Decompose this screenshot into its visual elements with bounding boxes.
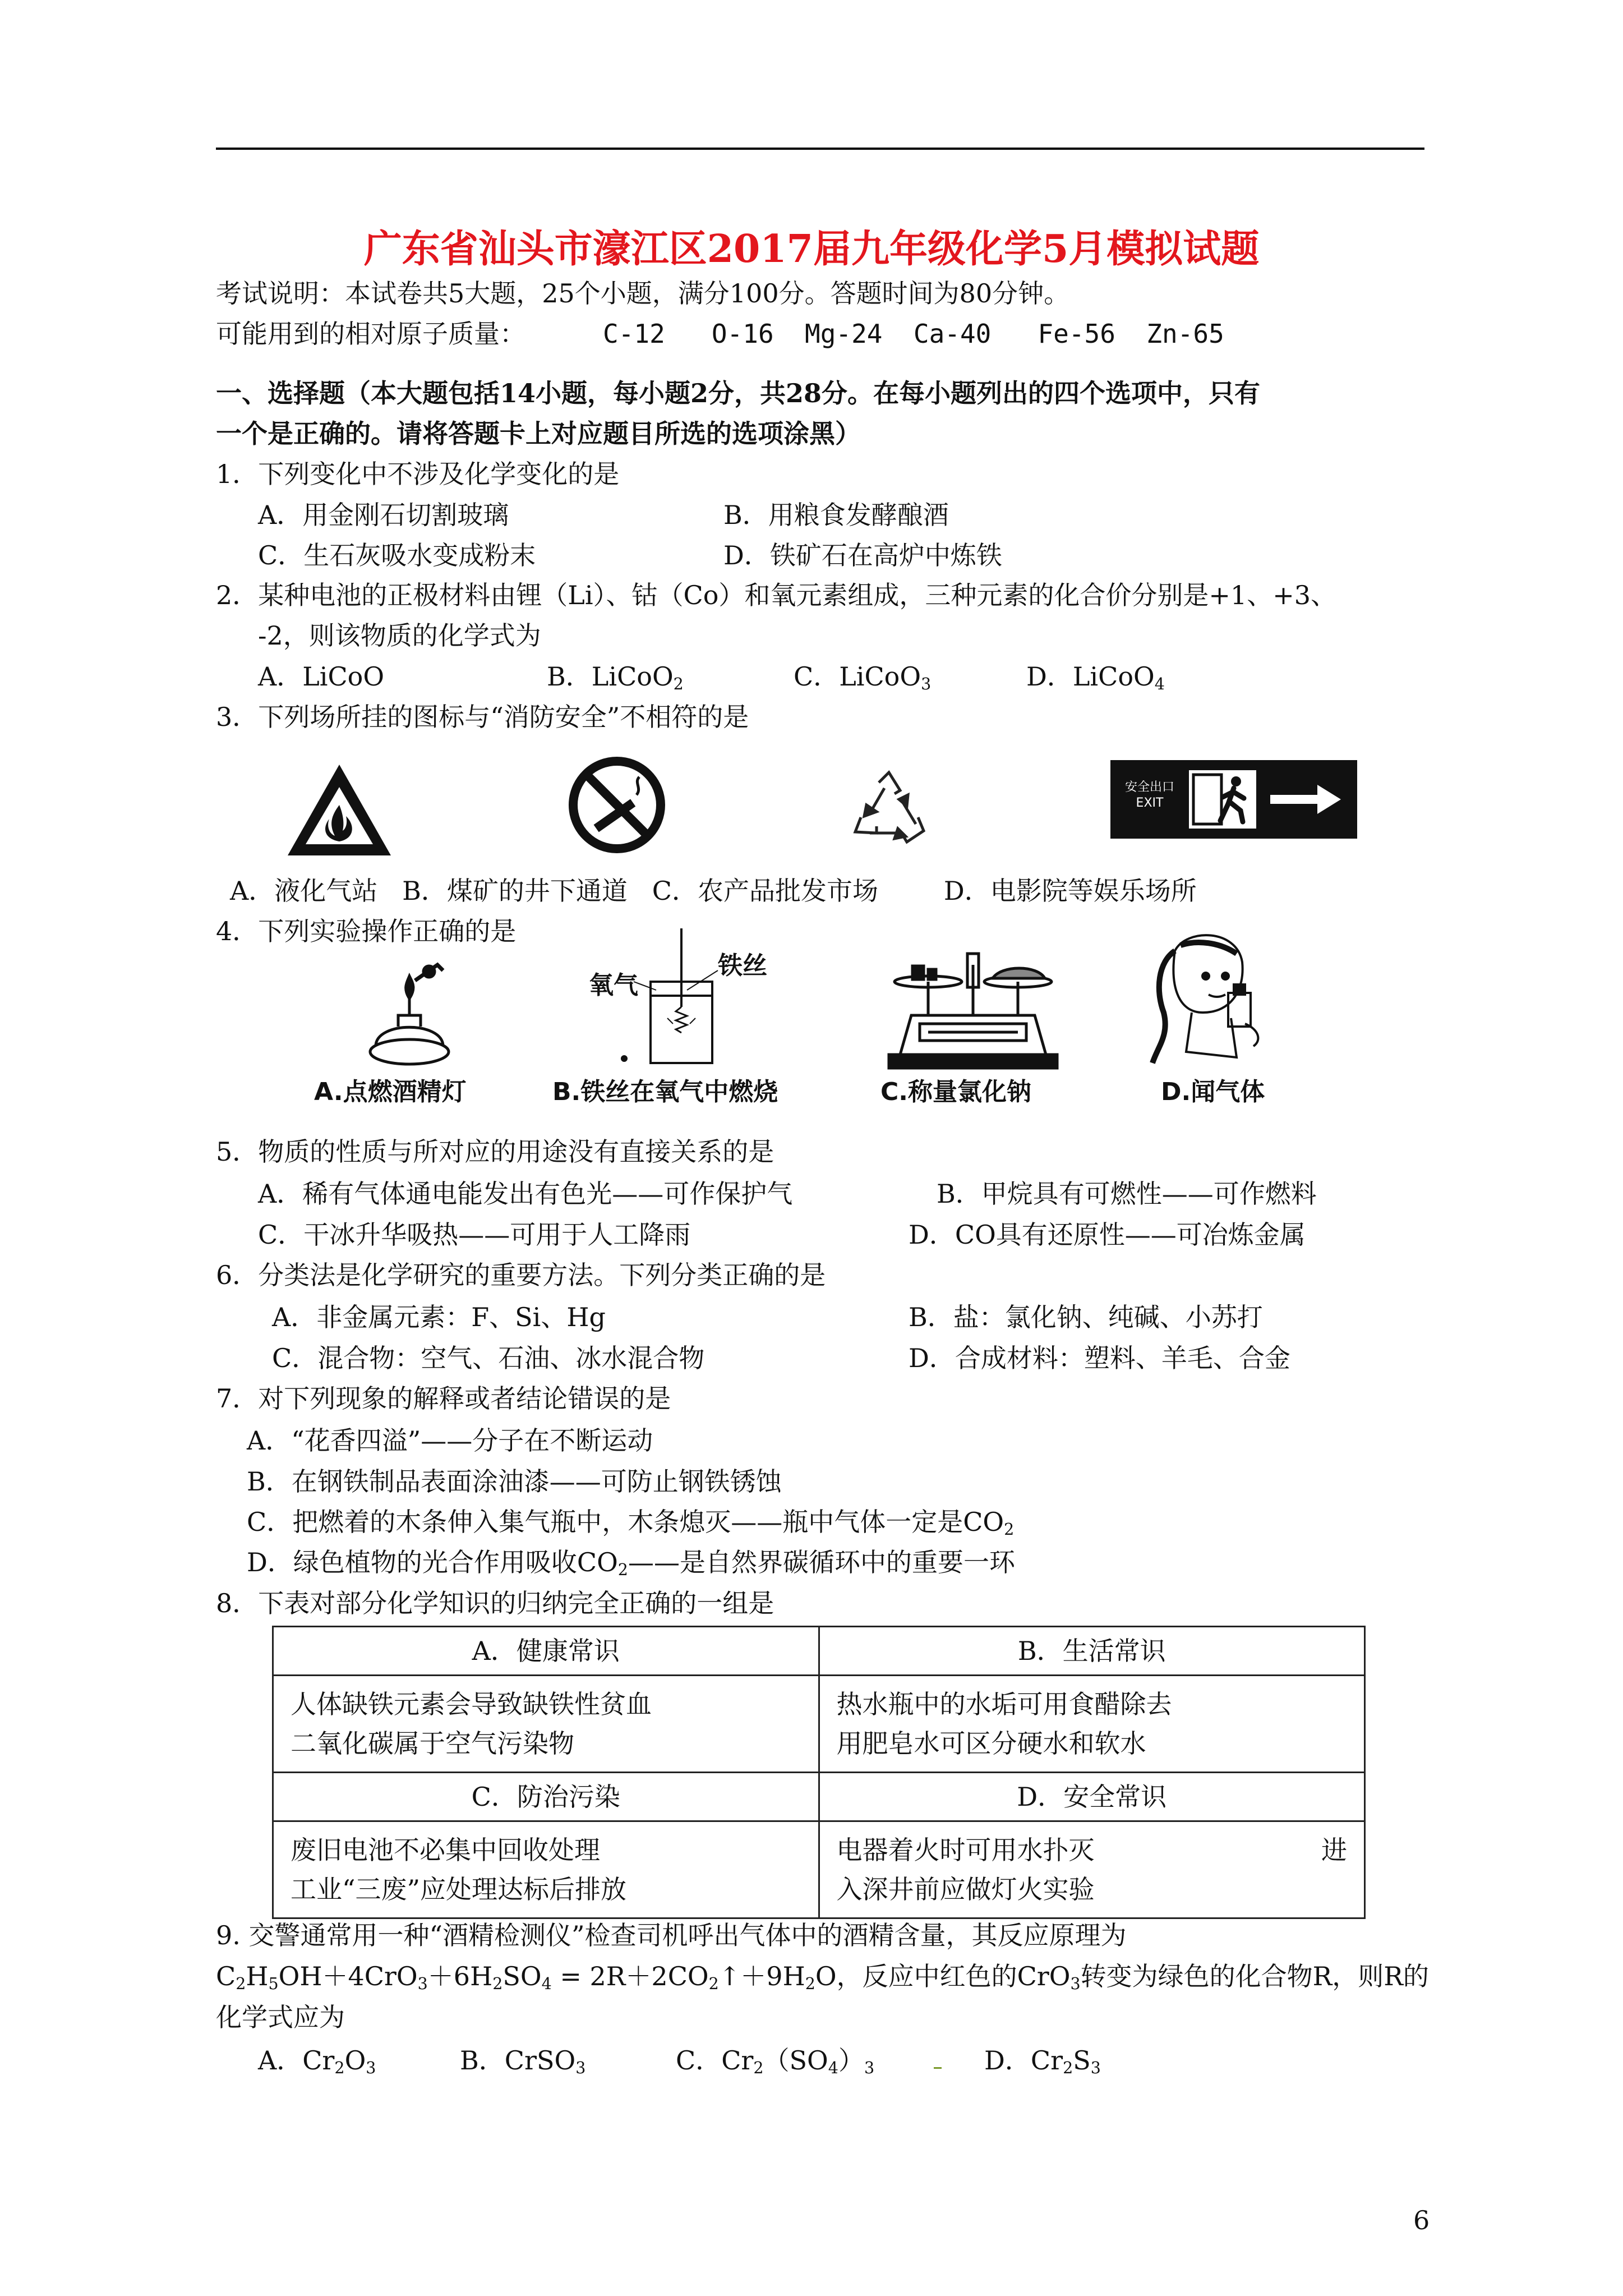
q2-stem-line1: 2．某种电池的正极材料由锂（Li）、钴（Co）和氧元素组成，三种元素的化合价分别是+1、+3、 — [216, 580, 1337, 610]
alcohol-lamp-icon — [353, 954, 465, 1071]
q4-caption-d: D.闻气体 — [1161, 1078, 1265, 1106]
q2-option-c: C．LiCoO$_3$ — [794, 661, 932, 694]
cell-text: 进 — [1321, 1835, 1347, 1865]
exit-sign-text-cn: 安全出口 — [1124, 780, 1174, 794]
table-cell-d — [819, 1821, 1365, 1918]
q1-option-a: A．用金刚石切割玻璃 — [258, 500, 509, 530]
table-header-a: A．健康常识 — [273, 1627, 819, 1676]
q9-option-a: A．$Cr_2O_3$ — [258, 2045, 376, 2078]
cell-line — [837, 1830, 1348, 1870]
cell-text: 电器着火时可用水扑灭 — [836, 1835, 1095, 1865]
atomic-mass-label: 可能用到的相对原子质量： — [216, 319, 525, 349]
cell-line: 热水瓶中的水垢可用食醋除去 — [836, 1689, 1172, 1719]
cell-line: 用肥皂水可区分硬水和软水 — [836, 1728, 1146, 1759]
cell-line: 废旧电池不必集中回收处理 — [291, 1835, 600, 1865]
table-row — [273, 1627, 1365, 1676]
q5-option-d: D．CO具有还原性——可冶炼金属 — [909, 1220, 1306, 1250]
running-man-icon — [1189, 770, 1256, 829]
table-cell-b — [819, 1676, 1365, 1773]
q9-option-c: C．$Cr_2(SO_4)_3$ — [676, 2045, 875, 2078]
q4-stem: 4．下列实验操作正确的是 — [216, 916, 517, 946]
page-number: 6 — [1413, 2205, 1430, 2235]
iron-wire-oxygen-icon — [566, 928, 802, 1069]
q4-caption-b: B.铁丝在氧气中燃烧 — [552, 1078, 778, 1106]
cell-line: 入深井前应做灯火实验 — [836, 1874, 1095, 1904]
exit-sign-icon — [1110, 760, 1357, 839]
q6-stem: 6．分类法是化学研究的重要方法。下列分类正确的是 — [216, 1260, 826, 1290]
q9-equation-line: $C_2H_5OH+4CrO_3+6H_2SO_4$ = $2R+2CO_2↑+9H_2O$，反应中红色的CrO$_3$转变为绿色的化合物R，则R的 — [216, 1961, 1429, 1994]
table-row — [273, 1773, 1365, 1821]
no-smoking-icon — [566, 754, 667, 855]
table-header-b: B．生活常识 — [819, 1627, 1365, 1676]
cell-line: 工业“三废”应处理达标后排放 — [291, 1874, 627, 1904]
knowledge-table — [272, 1626, 1366, 1919]
q2-stem-line2: -2，则该物质的化学式为 — [258, 620, 541, 651]
atomic-mass-values: C-12 O-16 Mg-24 Ca-40 Fe-56 Zn-65 — [603, 319, 1224, 349]
q1-option-d: D．铁矿石在高炉中炼铁 — [723, 540, 1002, 570]
table-cell-c — [273, 1821, 819, 1918]
q9-stem-line3: 化学式应为 — [216, 2002, 345, 2032]
q2-option-a: A．LiCoO — [258, 661, 385, 692]
q9-option-d: D．$Cr_2S_3$ — [984, 2045, 1101, 2078]
section-heading-line1: 一、选择题（本大题包括14小题，每小题2分，共28分。在每小题列出的四个选项中，只有 — [216, 378, 1261, 408]
q3-options: A．液化气站 B．煤矿的井下通道 C．农产品批发市场 D．电影院等娱乐场所 — [230, 876, 1197, 906]
exam-instructions: 考试说明：本试卷共5大题，25个小题，满分100分。答题时间为80分钟。 — [216, 278, 1070, 309]
q6-option-c: C．混合物：空气、石油、冰水混合物 — [272, 1343, 705, 1373]
table-cell-a — [273, 1676, 819, 1773]
q9-option-b: B．CrSO$_3$ — [460, 2045, 586, 2078]
q7-option-c: C．把燃着的木条伸入集气瓶中，木条熄灭——瓶中气体一定是$CO_2$ — [247, 1507, 1015, 1539]
q1-option-c: C．生石灰吸水变成粉末 — [258, 540, 536, 570]
iron-wire-label: 铁丝 — [718, 951, 767, 980]
cell-line: 人体缺铁元素会导致缺铁性贫血 — [291, 1689, 652, 1719]
q7-option-a: A．“花香四溢”——分子在不断运动 — [247, 1425, 653, 1456]
page-title: 广东省汕头市濠江区2017届九年级化学5月模拟试题 — [363, 227, 1260, 272]
q4-caption-c: C.称量氯化钠 — [880, 1078, 1032, 1106]
section-heading-line2: 一个是正确的。请将答题卡上对应题目所选的选项涂黑） — [216, 418, 861, 449]
q8-stem: 8．下表对部分化学知识的归纳完全正确的一组是 — [216, 1588, 774, 1618]
q6-option-d: D．合成材料：塑料、羊毛、合金 — [909, 1343, 1290, 1373]
q9-stem-line1: 9. 交警通常用一种“酒精检测仪”检查司机呼出气体中的酒精含量，其反应原理为 — [216, 1920, 1127, 1950]
flammable-warning-icon — [283, 760, 395, 861]
q5-option-b: B．甲烷具有可燃性——可作燃料 — [937, 1179, 1317, 1209]
table-header-c: C．防治污染 — [273, 1773, 819, 1821]
q5-option-c: C．干冰升华吸热——可用于人工降雨 — [258, 1220, 691, 1250]
q1-stem: 1．下列变化中不涉及化学变化的是 — [216, 459, 620, 489]
q2-option-b: B．LiCoO$_2$ — [547, 661, 684, 694]
table-row — [273, 1821, 1365, 1918]
stray-mark — [934, 2067, 942, 2069]
table-row — [273, 1676, 1365, 1773]
header-rule — [216, 148, 1424, 150]
exit-sign-text-en: EXIT — [1136, 796, 1164, 810]
q2-option-d: D．LiCoO$_4$ — [1026, 661, 1165, 694]
oxygen-label: 氧气 — [589, 971, 638, 1000]
balance-scale-icon — [878, 942, 1068, 1071]
q6-option-a: A．非金属元素：F、Si、Hg — [272, 1302, 606, 1332]
q5-stem: 5．物质的性质与所对应的用途没有直接关系的是 — [216, 1137, 774, 1167]
q7-stem: 7．对下列现象的解释或者结论错误的是 — [216, 1383, 671, 1414]
cell-line: 二氧化碳属于空气污染物 — [291, 1728, 574, 1759]
recycle-icon — [844, 766, 934, 855]
q7-option-b: B．在钢铁制品表面涂油漆——可防止钢铁锈蚀 — [247, 1466, 782, 1497]
q3-stem: 3．下列场所挂的图标与“消防安全”不相符的是 — [216, 702, 749, 732]
q6-option-b: B．盐：氯化钠、纯碱、小苏打 — [909, 1302, 1263, 1332]
q1-option-b: B．用粮食发酵酿酒 — [723, 500, 949, 530]
q5-option-a: A．稀有气体通电能发出有色光——可作保护气 — [258, 1179, 793, 1209]
smelling-gas-girl-icon — [1147, 928, 1270, 1069]
q4-caption-a: A.点燃酒精灯 — [314, 1078, 467, 1106]
q7-option-d: D．绿色植物的光合作用吸收$CO_2——$是自然界碳循环中的重要一环 — [247, 1547, 1015, 1580]
table-header-d: D．安全常识 — [819, 1773, 1365, 1821]
arrow-right-icon — [1270, 784, 1343, 815]
